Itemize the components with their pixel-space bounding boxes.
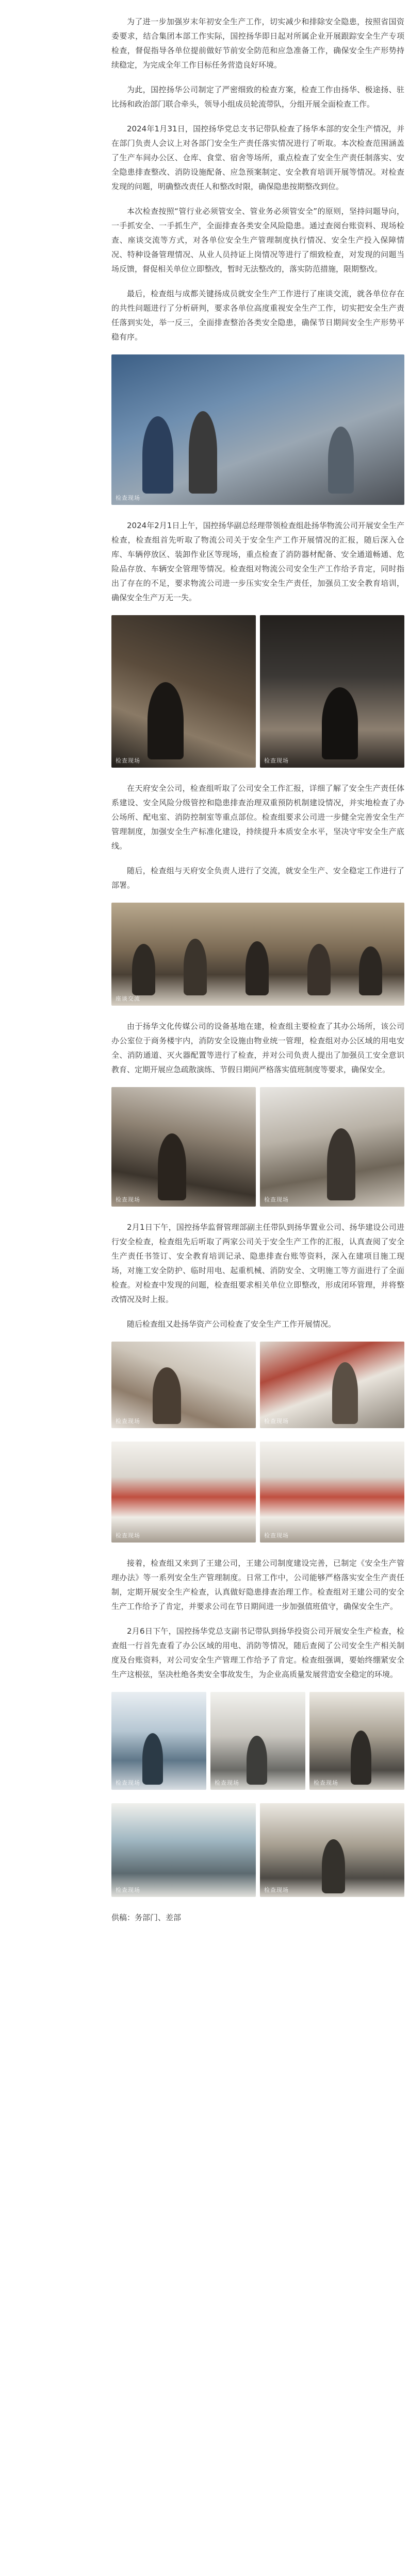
photo-row bbox=[111, 1692, 404, 1790]
inspection-photo bbox=[260, 615, 404, 768]
paragraph: 2024年2月1日上午，国控扬华副总经理带领检查组赴扬华物流公司开展安全生产检查，检查组首先听取了物流公司关于安全生产工作开展情况的汇报，随后深入仓库、车辆停放区、装卸作业区等现场，重点检查了消防器材配备、安全通道畅通、危险品存放、车辆安全管理等情况。检查组对物流公司安全生产工作给予肯定，同时指出了存在的不足，要求物流公司进一步压实安全生产责任，加强员工安全教育培训，确保安全生产万无一失。 bbox=[111, 521, 404, 602]
meeting-photo bbox=[111, 903, 404, 1006]
article-source: 供稿：务部门、差部 bbox=[111, 1913, 182, 1922]
photo-caption: 检查现场 bbox=[116, 1418, 140, 1425]
paragraph: 2月1日下午，国控扬华监督管理部副主任带队到扬华置业公司、扬华建设公司进行安全检查，检查组先后听取了两家公司关于安全生产工作的汇报，认真查阅了安全生产责任书签订、安全教育培训记录、隐患排查台账等资料，深入在建项目施工现场，对施工安全防护、临时用电、起重机械、消防安全、文明施工等方面进行了全面检查。对检查中发现的问题，检查组要求相关单位立即整改，形成闭环管理，并将整改情况及时上报。 bbox=[111, 1223, 404, 1304]
inspection-photo bbox=[111, 1087, 256, 1207]
inspection-photo bbox=[111, 1342, 256, 1428]
inspection-photo bbox=[111, 1692, 206, 1790]
paragraph: 随后，检查组与天府安全负责人进行了交流，就安全生产、安全稳定工作进行了部署。 bbox=[111, 866, 404, 890]
inspection-photo bbox=[260, 1342, 404, 1428]
photo-caption: 检查现场 bbox=[116, 1887, 140, 1893]
paragraph: 由于扬华文化传媒公司的设备基地在建，检查组主要检查了其办公场所，该公司办公室位于商务楼宇内，消防安全设施由物业统一管理，检查组对办公区域的用电安全、消防通道、灭火器配置等进行了检查，并对公司负责人提出了加强员工安全意识教育、定期开展应急疏散演练、节假日期间严格落实值班制度等要求，确保安全。 bbox=[111, 1022, 404, 1074]
inspection-photo bbox=[260, 1803, 404, 1897]
photo-caption: 检查现场 bbox=[116, 757, 140, 764]
photo-caption: 座谈交流 bbox=[116, 995, 140, 1002]
photo-caption: 检查现场 bbox=[264, 757, 289, 764]
photo-row bbox=[111, 1442, 404, 1543]
inspection-photo bbox=[111, 354, 404, 505]
photo-caption: 检查现场 bbox=[116, 495, 140, 501]
photo-caption: 检查现场 bbox=[215, 1780, 239, 1786]
inspection-photo bbox=[111, 1803, 256, 1897]
photo-caption: 检查现场 bbox=[264, 1196, 289, 1203]
paragraph: 2月6日下午，国控扬华党总支副书记带队到扬华投资公司开展安全生产检查，检查组一行首先查看了办公区域的用电、消防等情况，随后查阅了公司安全生产相关制度及台账资料，对公司安全生产管理工作给予了肯定。检查组强调，要始终绷紧安全生产这根弦，坚决杜绝各类安全事故发生，为企业高质量发展营造安全稳定的环境。 bbox=[111, 1626, 404, 1679]
photo-row bbox=[111, 1803, 404, 1897]
photo-caption: 检查现场 bbox=[116, 1780, 140, 1786]
inspection-photo bbox=[210, 1692, 305, 1790]
photo-caption: 检查现场 bbox=[116, 1532, 140, 1539]
article-body bbox=[111, 14, 404, 1925]
paragraph: 2024年1月31日，国控扬华党总支书记带队检查了扬华本部的安全生产情况，并在部门负责人会议上对各部门安全生产责任落实情况进行了听取。本次检查范围涵盖了生产车间办公区、仓库、食堂、宿舍等场所，重点检查了安全生产责任制落实、安全隐患排查整改、消防设施配备、应急预案制定、安全教育培训开展等情况。对检查发现的问题，明确整改责任人和整改时限，确保隐患按期整改到位。 bbox=[111, 124, 404, 191]
inspection-photo bbox=[111, 1442, 256, 1543]
photo-caption: 检查现场 bbox=[314, 1780, 338, 1786]
inspection-photo bbox=[260, 1442, 404, 1543]
photo-caption: 检查现场 bbox=[264, 1887, 289, 1893]
photo-caption: 检查现场 bbox=[116, 1196, 140, 1203]
inspection-photo bbox=[260, 1087, 404, 1207]
photo-row bbox=[111, 1342, 404, 1428]
photo-caption: 检查现场 bbox=[264, 1418, 289, 1425]
paragraph: 为了进一步加强岁末年初安全生产工作，切实减少和排除安全隐患，按照省国资委要求，结合集团本部工作实际，国控扬华即日起对所属企业开展跟踪安全生产专项检查，督促指导各单位提前做好节前安全防范和应急准备工作，确保安全生产形势持续稳定，为完成全年工作目标任务营造良好环境。 bbox=[111, 17, 404, 70]
photo-row bbox=[111, 615, 404, 768]
photo-row bbox=[111, 1087, 404, 1207]
paragraph: 本次检查按照“管行业必须管安全、管业务必须管安全”的原则，坚持问题导向，一手抓安全、一手抓生产，全面排查各类安全风险隐患。通过查阅台账资料、现场检查、座谈交流等方式，对各单位安全生产管理制度执行情况、安全生产投入保障情况、特种设备管理情况、从业人员持证上岗情况等进行了细致检查，对发现的问题当场反馈，督促相关单位立即整改，暂时无法整改的，落实防范措施，限期整改。 bbox=[111, 207, 404, 274]
inspection-photo bbox=[111, 615, 256, 768]
paragraph: 接着，检查组又来到了王建公司，王建公司制度建设完善，已制定《安全生产管理办法》等一系列安全生产管理制度。日常工作中，公司能够严格落实安全生产责任制，定期开展安全生产检查，认真做好隐患排查治理工作。检查组对王建公司的安全生产工作给予了肯定，并要求公司在节日期间进一步加强值班值守，确保安全生产。 bbox=[111, 1558, 404, 1611]
paragraph: 为此，国控扬华公司制定了严密细致的检查方案，检查工作由扬华、极途扬、驻比扬和政治部门联合牵头，领导小组成员轮流带队，分组开展全面检查工作。 bbox=[111, 85, 404, 109]
photo-caption: 检查现场 bbox=[264, 1532, 289, 1539]
paragraph: 最后，检查组与成都关键扬成员就安全生产工作进行了座谈交流，就各单位存在的共性问题进行了分析研判，要求各单位高度重视安全生产工作，切实把安全生产责任落到实处，举一反三，全面排查整治各类安全隐患，确保节日期间安全生产形势平稳有序。 bbox=[111, 289, 404, 342]
inspection-photo bbox=[309, 1692, 404, 1790]
paragraph: 在天府安全公司，检查组听取了公司安全工作汇报，详细了解了安全生产责任体系建设、安全风险分级管控和隐患排查治理双重预防机制建设情况，并实地检查了办公场所、配电室、消防控制室等重点部位。检查组要求公司进一步健全完善安全生产管理制度，加强安全生产标准化建设，持续提升本质安全水平，坚决守牢安全生产底线。 bbox=[111, 784, 404, 851]
paragraph: 随后检查组又赴扬华资产公司检查了安全生产工作开展情况。 bbox=[127, 1319, 336, 1329]
